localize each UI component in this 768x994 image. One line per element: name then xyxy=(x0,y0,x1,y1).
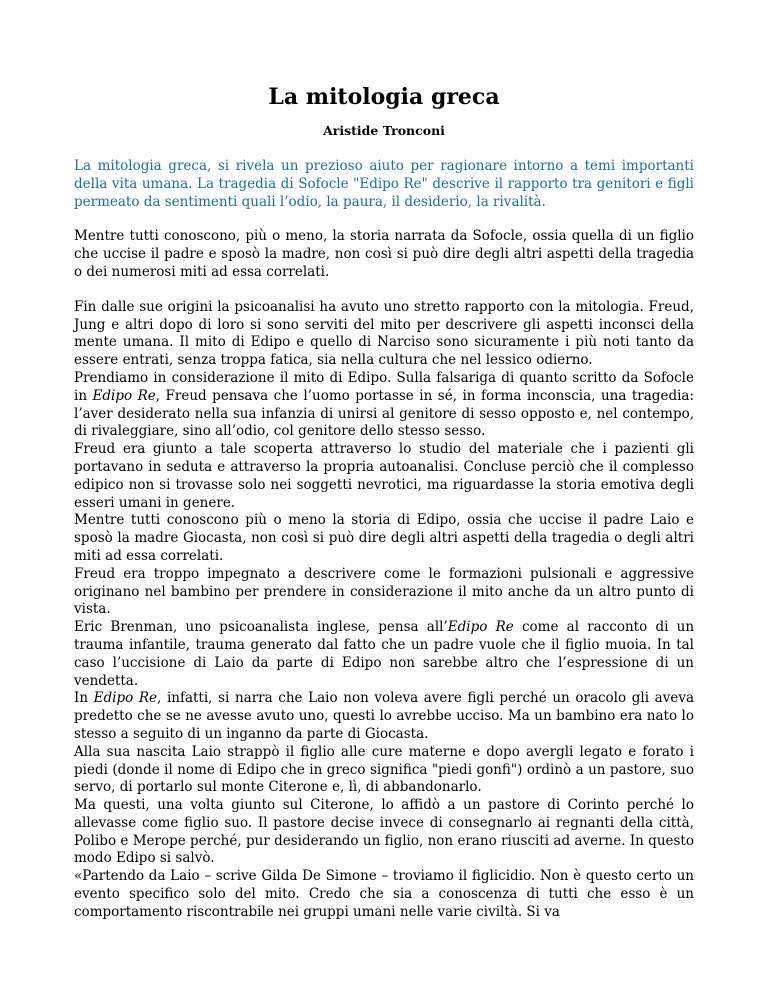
paragraph: «Partendo da Laio – scrive Gilda De Simone – troviamo il figlicidio. Non è questo certo un evento specifico solo del mito. Credo che sia a conoscenza di tutti che esso è un comportamento riscontrabile nei gruppi umani nelle varie civiltà. Si va xyxy=(74,868,694,920)
document-title: La mitologia greca xyxy=(268,84,500,110)
paragraph: Mentre tutti conoscono più o meno la storia di Edipo, ossia che uccise il padre Laio e sposò la madre Giocasta, non così si può dire degli altri aspetti della tragedia o degli altri miti ad essa correlati. xyxy=(74,512,694,564)
author-name: Aristide Tronconi xyxy=(323,123,445,138)
paragraph: Eric Brenman, uno psicoanalista inglese, pensa all’Edipo Re come al racconto di un trauma infantile, trauma generato dal fatto che un padre vuole che il figlio muoia. In tal caso l’uccisione di Laio da parte di Edipo non sarebbe altro che l’espressione di un vendetta. xyxy=(74,619,695,689)
intro-paragraph: La mitologia greca, si rivela un prezioso aiuto per ragionare intorno a temi importanti della vita umana. La tragedia di Sofocle "Edipo Re" descrive il rapporto tra genitori e figli permeato da sentimenti quali l’odio, la paura, il desiderio, la rivalità. xyxy=(74,158,694,210)
paragraph: In Edipo Re, infatti, si narra che Laio non voleva avere figli perché un oracolo gli aveva predetto che se ne avesse avuto uno, questi lo avrebbe ucciso. Ma un bambino era nato lo stesso a seguito di un inganno da parte di Giocasta. xyxy=(74,690,694,742)
paragraph: Prendiamo in considerazione il mito di Edipo. Sulla falsariga di quanto scritto da Sofocle in Edipo Re, Freud pensava che l’uomo portasse in sé, in forma inconscia, una tragedia: l’aver desiderato nella sua infanzia di unirsi al genitore di sesso opposto e, nel contempo, di rivaleggiare, sino all’odio, col genitore dello stesso sesso. xyxy=(74,369,694,440)
body-block xyxy=(74,299,694,922)
paragraph: Fin dalle sue origini la psicoanalisi ha avuto uno stretto rapporto con la mitologia. Freud, Jung e altri dopo di loro si sono serviti del mito per descrivere gli aspetti inconsci della mente umana. Il mito di Edipo e quello di Narciso sono sicuramente i più noti tanto da essere entrati, senza troppa fatica, sia nella cultura che nel lessico odierno. xyxy=(74,298,694,369)
paragraph: Alla sua nascita Laio strappò il figlio alle cure materne e dopo avergli legato e forato i piedi (donde il nome di Edipo che in greco significa "piedi gonfi") ordinò a un pastore, suo servo, di portarlo sul monte Citerone e, lì, di abbandonarlo. xyxy=(74,743,694,796)
paragraph: Ma questi, una volta giunto sul Citerone, lo affidò a un pastore di Corinto perché lo allevasse come figlio suo. Il pastore decise invece di consegnarlo ai regnanti della città, Polibo e Merope perché, pur desiderando un figlio, non erano riusciti ad averne. In questo modo Edipo si salvò. xyxy=(74,797,694,867)
paragraph: Freud era giunto a tale scoperta attraverso lo studio del materiale che i pazienti gli portavano in seduta e attraverso la propria autoanalisi. Concluse perciò che il complesso edipico non si trovasse solo nei soggetti nevrotici, ma riguardasse la storia emotiva degli esseri umani in genere. xyxy=(74,441,694,511)
paragraph: Freud era troppo impegnato a descrivere come le formazioni pulsionali e aggressive originano nel bambino per prendere in considerazione il mito anche da un altro punto di vista. xyxy=(74,565,694,618)
paragraph: Mentre tutti conoscono, più o meno, la storia narrata da Sofocle, ossia quella di un figlio che uccise il padre e sposò la madre, non così si può dire degli altri aspetti della tragedia o dei numerosi miti ad essa correlati. xyxy=(74,228,694,280)
